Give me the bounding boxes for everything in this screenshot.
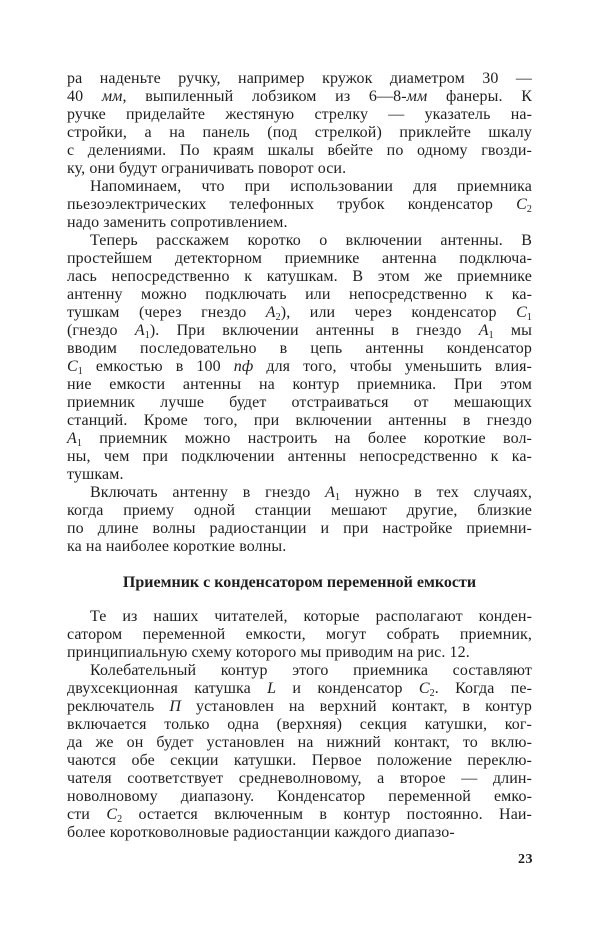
text-line: $С_1$ емкостью в 100 пф для того, чтобы уменьшить влия-	[67, 358, 532, 377]
text-line: стройки, а на панель (под стрелкой) приклейте шкалу	[67, 124, 532, 141]
text-line: надо заменить сопротивлением.	[67, 214, 288, 231]
text-line: по длине волны радиостанции и при настройке приемни-	[67, 520, 532, 537]
text-line: с делениями. По краям шкалы вбейте по одному гвозди-	[67, 142, 532, 159]
text-line: тушкам.	[67, 466, 124, 483]
text-line: сатором переменной емкости, могут собрать приемник,	[67, 626, 532, 643]
text-line: чателя соответствует средневолновому, а второе — длин-	[67, 770, 532, 787]
text-line: ра наденьте ручку, например кружок диаметром 30 —	[67, 70, 532, 87]
text-line: станций. Кроме того, при включении антенны в гнездо	[67, 412, 532, 429]
section-heading: Приемник с конденсатором переменной емкости	[122, 574, 477, 591]
text-line: 40 мм, выпиленный лобзиком из 6—8-мм фанеры. К	[67, 88, 532, 105]
paragraph	[67, 484, 532, 556]
text-line: тушкам (через гнездо $А_2$), или через конденсатор $С_1$	[67, 304, 532, 323]
text-line: Те из наших читателей, которые располагают конден-	[90, 608, 532, 625]
text-line: принципиальную схему которого мы приводим на рис. 12.	[67, 644, 470, 661]
text-line: новолновому диапазону. Конденсатор переменной емко-	[67, 788, 532, 805]
paragraph	[67, 662, 532, 842]
text-line: Теперь расскажем коротко о включении антенны. В	[90, 232, 532, 249]
text-line: вводим последовательно в цепь антенны конденсатор	[67, 340, 532, 357]
text-line: Напоминаем, что при использовании для приемника	[90, 178, 532, 195]
text-line: да же он будет установлен на нижний контакт, то вклю-	[67, 734, 532, 751]
text-line: ние емкости антенны на контур приемника. При этом	[67, 376, 532, 393]
text-line: сти $С_2$ остается включенным в контур постоянно. Наи-	[67, 806, 532, 825]
text-line: простейшем детекторном приемнике антенна подключа-	[67, 250, 532, 267]
paragraph	[67, 232, 532, 484]
text-line: пьезоэлектрических телефонных трубок конденсатор $С_2$	[67, 196, 532, 215]
text-line: Включать антенну в гнездо $А_1$ нужно в тех случаях,	[90, 484, 532, 503]
text-line: ку, они будут ограничивать поворот оси.	[67, 160, 347, 177]
text-line: более коротковолновые радиостанции каждого диапазо-	[67, 824, 455, 841]
page-number: 23	[518, 852, 533, 867]
text-line: когда приему одной станции мешают другие, близкие	[67, 502, 532, 519]
text-line: чаются обе секции катушки. Первое положение переклю-	[67, 752, 532, 769]
text-line: (гнездо $А_1$). При включении антенны в гнездо $А_1$ мы	[67, 322, 532, 341]
text-line: ны, чем при подключении антенны непосредственно к ка-	[67, 448, 532, 465]
paragraph	[67, 70, 532, 178]
text-line: ка на наиболее короткие волны.	[67, 538, 287, 555]
paragraph	[67, 608, 532, 662]
text-line: антенну можно подключать или непосредственно к ка-	[67, 286, 532, 303]
text-line: реключатель П установлен на верхний контакт, в контур	[67, 698, 533, 715]
page-text	[67, 70, 532, 842]
text-line: приемник лучше будет отстраиваться от мешающих	[67, 394, 532, 411]
paragraph	[67, 178, 532, 232]
text-line: лась непосредственно к катушкам. В этом же приемнике	[67, 268, 532, 285]
text-line: Колебательный контур этого приемника составляют	[90, 662, 532, 679]
text-line: ручке приделайте жестяную стрелку — указатель на-	[67, 106, 532, 123]
text-line: $А_1$ приемник можно настроить на более короткие вол-	[67, 430, 532, 449]
text-line: двухсекционная катушка L и конденсатор $С_2$. Когда пе-	[67, 680, 533, 699]
text-line: включается только одна (верхняя) секция катушки, ког-	[67, 716, 532, 733]
